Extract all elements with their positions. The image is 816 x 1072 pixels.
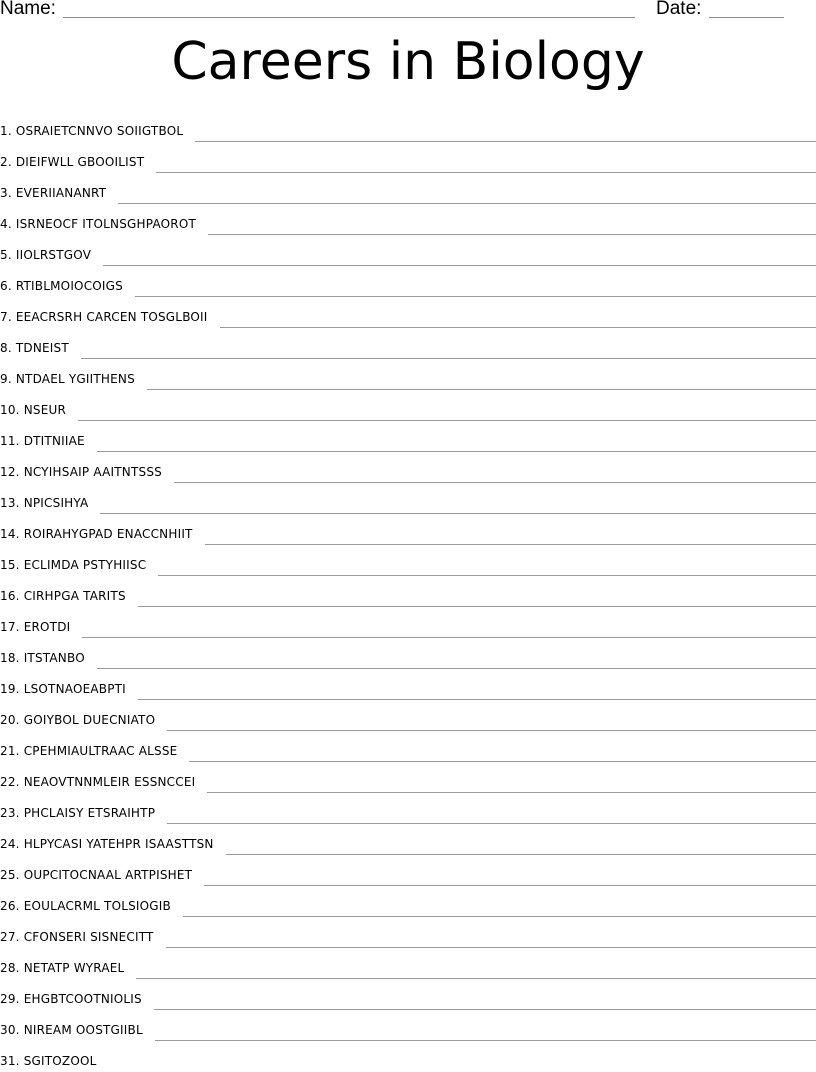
scrambled-word: 28. NETATP WYRAEL xyxy=(0,961,125,975)
name-label: Name: xyxy=(0,0,56,19)
list-item xyxy=(0,917,816,948)
list-item xyxy=(0,669,816,700)
answer-line[interactable] xyxy=(183,915,816,917)
list-item xyxy=(0,235,816,266)
list-item xyxy=(0,979,816,1010)
answer-line[interactable] xyxy=(156,171,816,173)
scrambled-word: 7. EEACRSRH CARCEN TOSGLBOII xyxy=(0,310,208,324)
scrambled-word: 16. CIRHPGA TARITS xyxy=(0,589,126,603)
date-field-line[interactable] xyxy=(709,17,784,18)
scrambled-word: 18. ITSTANBO xyxy=(0,651,85,665)
answer-line[interactable] xyxy=(138,698,816,700)
answer-line[interactable] xyxy=(204,884,816,886)
list-item xyxy=(0,762,816,793)
answer-line[interactable] xyxy=(205,543,816,545)
scrambled-word: 26. EOULACRML TOLSIOGIB xyxy=(0,899,171,913)
scrambled-word: 14. ROIRAHYGPAD ENACCNHIIT xyxy=(0,527,193,541)
list-item xyxy=(0,824,816,855)
answer-line[interactable] xyxy=(118,202,816,204)
scrambled-word: 27. CFONSERI SISNECITT xyxy=(0,930,154,944)
list-item xyxy=(0,855,816,886)
answer-line[interactable] xyxy=(100,512,816,514)
scrambled-word: 15. ECLIMDA PSTYHIISC xyxy=(0,558,147,572)
list-item xyxy=(0,948,816,979)
scrambled-word: 29. EHGBTCOOTNIOLIS xyxy=(0,992,142,1006)
list-item xyxy=(0,142,816,173)
page-title: Careers in Biology xyxy=(171,32,645,92)
scrambled-word: 17. EROTDI xyxy=(0,620,71,634)
scrambled-word: 10. NSEUR xyxy=(0,403,66,417)
list-item xyxy=(0,886,816,917)
answer-line[interactable] xyxy=(158,574,816,576)
scrambled-word: 21. CPEHMIAULTRAAC ALSSE xyxy=(0,744,178,758)
list-item xyxy=(0,111,816,142)
list-item xyxy=(0,793,816,824)
answer-line[interactable] xyxy=(174,481,816,483)
list-item xyxy=(0,452,816,483)
list-item xyxy=(0,514,816,545)
answer-line[interactable] xyxy=(136,977,816,979)
answer-line[interactable] xyxy=(189,760,816,762)
worksheet-header xyxy=(0,0,816,24)
scrambled-word: 2. DIEIFWLL GBOOILIST xyxy=(0,155,145,169)
list-item xyxy=(0,204,816,235)
list-item xyxy=(0,421,816,452)
scrambled-word: 24. HLPYCASI YATEHPR ISAASTTSN xyxy=(0,837,214,851)
list-item xyxy=(0,1010,816,1041)
answer-line[interactable] xyxy=(207,791,816,793)
scrambled-word: 6. RTIBLMOIOCOIGS xyxy=(0,279,123,293)
list-item xyxy=(0,638,816,669)
answer-line[interactable] xyxy=(97,667,816,669)
scrambled-word: 25. OUPCITOCNAAL ARTPISHET xyxy=(0,868,193,882)
word-scramble-list xyxy=(0,111,816,1072)
answer-line[interactable] xyxy=(97,450,816,452)
answer-line[interactable] xyxy=(166,946,816,948)
date-label: Date: xyxy=(656,0,702,19)
answer-line[interactable] xyxy=(167,729,816,731)
answer-line[interactable] xyxy=(138,605,816,607)
scrambled-word: 22. NEAOVTNNMLEIR ESSNCCEI xyxy=(0,775,196,789)
answer-line[interactable] xyxy=(167,822,816,824)
list-item xyxy=(0,173,816,204)
list-item xyxy=(0,731,816,762)
list-item xyxy=(0,390,816,421)
scrambled-word: 1. OSRAIETCNNVO SOIIGTBOL xyxy=(0,124,184,138)
answer-line[interactable] xyxy=(195,140,816,142)
answer-line[interactable] xyxy=(78,419,816,421)
scrambled-word: 8. TDNEIST xyxy=(0,341,69,355)
answer-line[interactable] xyxy=(135,295,816,297)
scrambled-word: 4. ISRNEOCF ITOLNSGHPAOROT xyxy=(0,217,196,231)
scrambled-word: 23. PHCLAISY ETSRAIHTP xyxy=(0,806,156,820)
answer-line[interactable] xyxy=(81,357,816,359)
name-field-line[interactable] xyxy=(63,17,635,18)
answer-line[interactable] xyxy=(82,636,816,638)
answer-line[interactable] xyxy=(103,264,816,266)
list-item xyxy=(0,576,816,607)
scrambled-word: 13. NPICSIHYA xyxy=(0,496,89,510)
list-item xyxy=(0,1041,816,1072)
answer-line[interactable] xyxy=(226,853,816,855)
scrambled-word: 12. NCYIHSAIP AAITNTSSS xyxy=(0,465,162,479)
scrambled-word: 3. EVERIIANANRT xyxy=(0,186,107,200)
scrambled-word: 9. NTDAEL YGIITHENS xyxy=(0,372,135,386)
answer-line[interactable] xyxy=(208,233,816,235)
list-item xyxy=(0,328,816,359)
list-item xyxy=(0,607,816,638)
list-item xyxy=(0,483,816,514)
list-item xyxy=(0,359,816,390)
list-item xyxy=(0,266,816,297)
answer-line[interactable] xyxy=(147,388,816,390)
scrambled-word: 30. NIREAM OOSTGIIBL xyxy=(0,1023,143,1037)
list-item xyxy=(0,700,816,731)
answer-line[interactable] xyxy=(154,1008,816,1010)
scrambled-word: 20. GOIYBOL DUECNIATO xyxy=(0,713,156,727)
scrambled-word: 5. IIOLRSTGOV xyxy=(0,248,92,262)
answer-line[interactable] xyxy=(155,1039,816,1041)
answer-line[interactable] xyxy=(220,326,816,328)
scrambled-word: 11. DTITNIIAE xyxy=(0,434,85,448)
scrambled-word: 31. SGITOZOOL xyxy=(0,1054,97,1068)
scrambled-word: 19. LSOTNAOEABPTI xyxy=(0,682,126,696)
list-item xyxy=(0,297,816,328)
list-item xyxy=(0,545,816,576)
